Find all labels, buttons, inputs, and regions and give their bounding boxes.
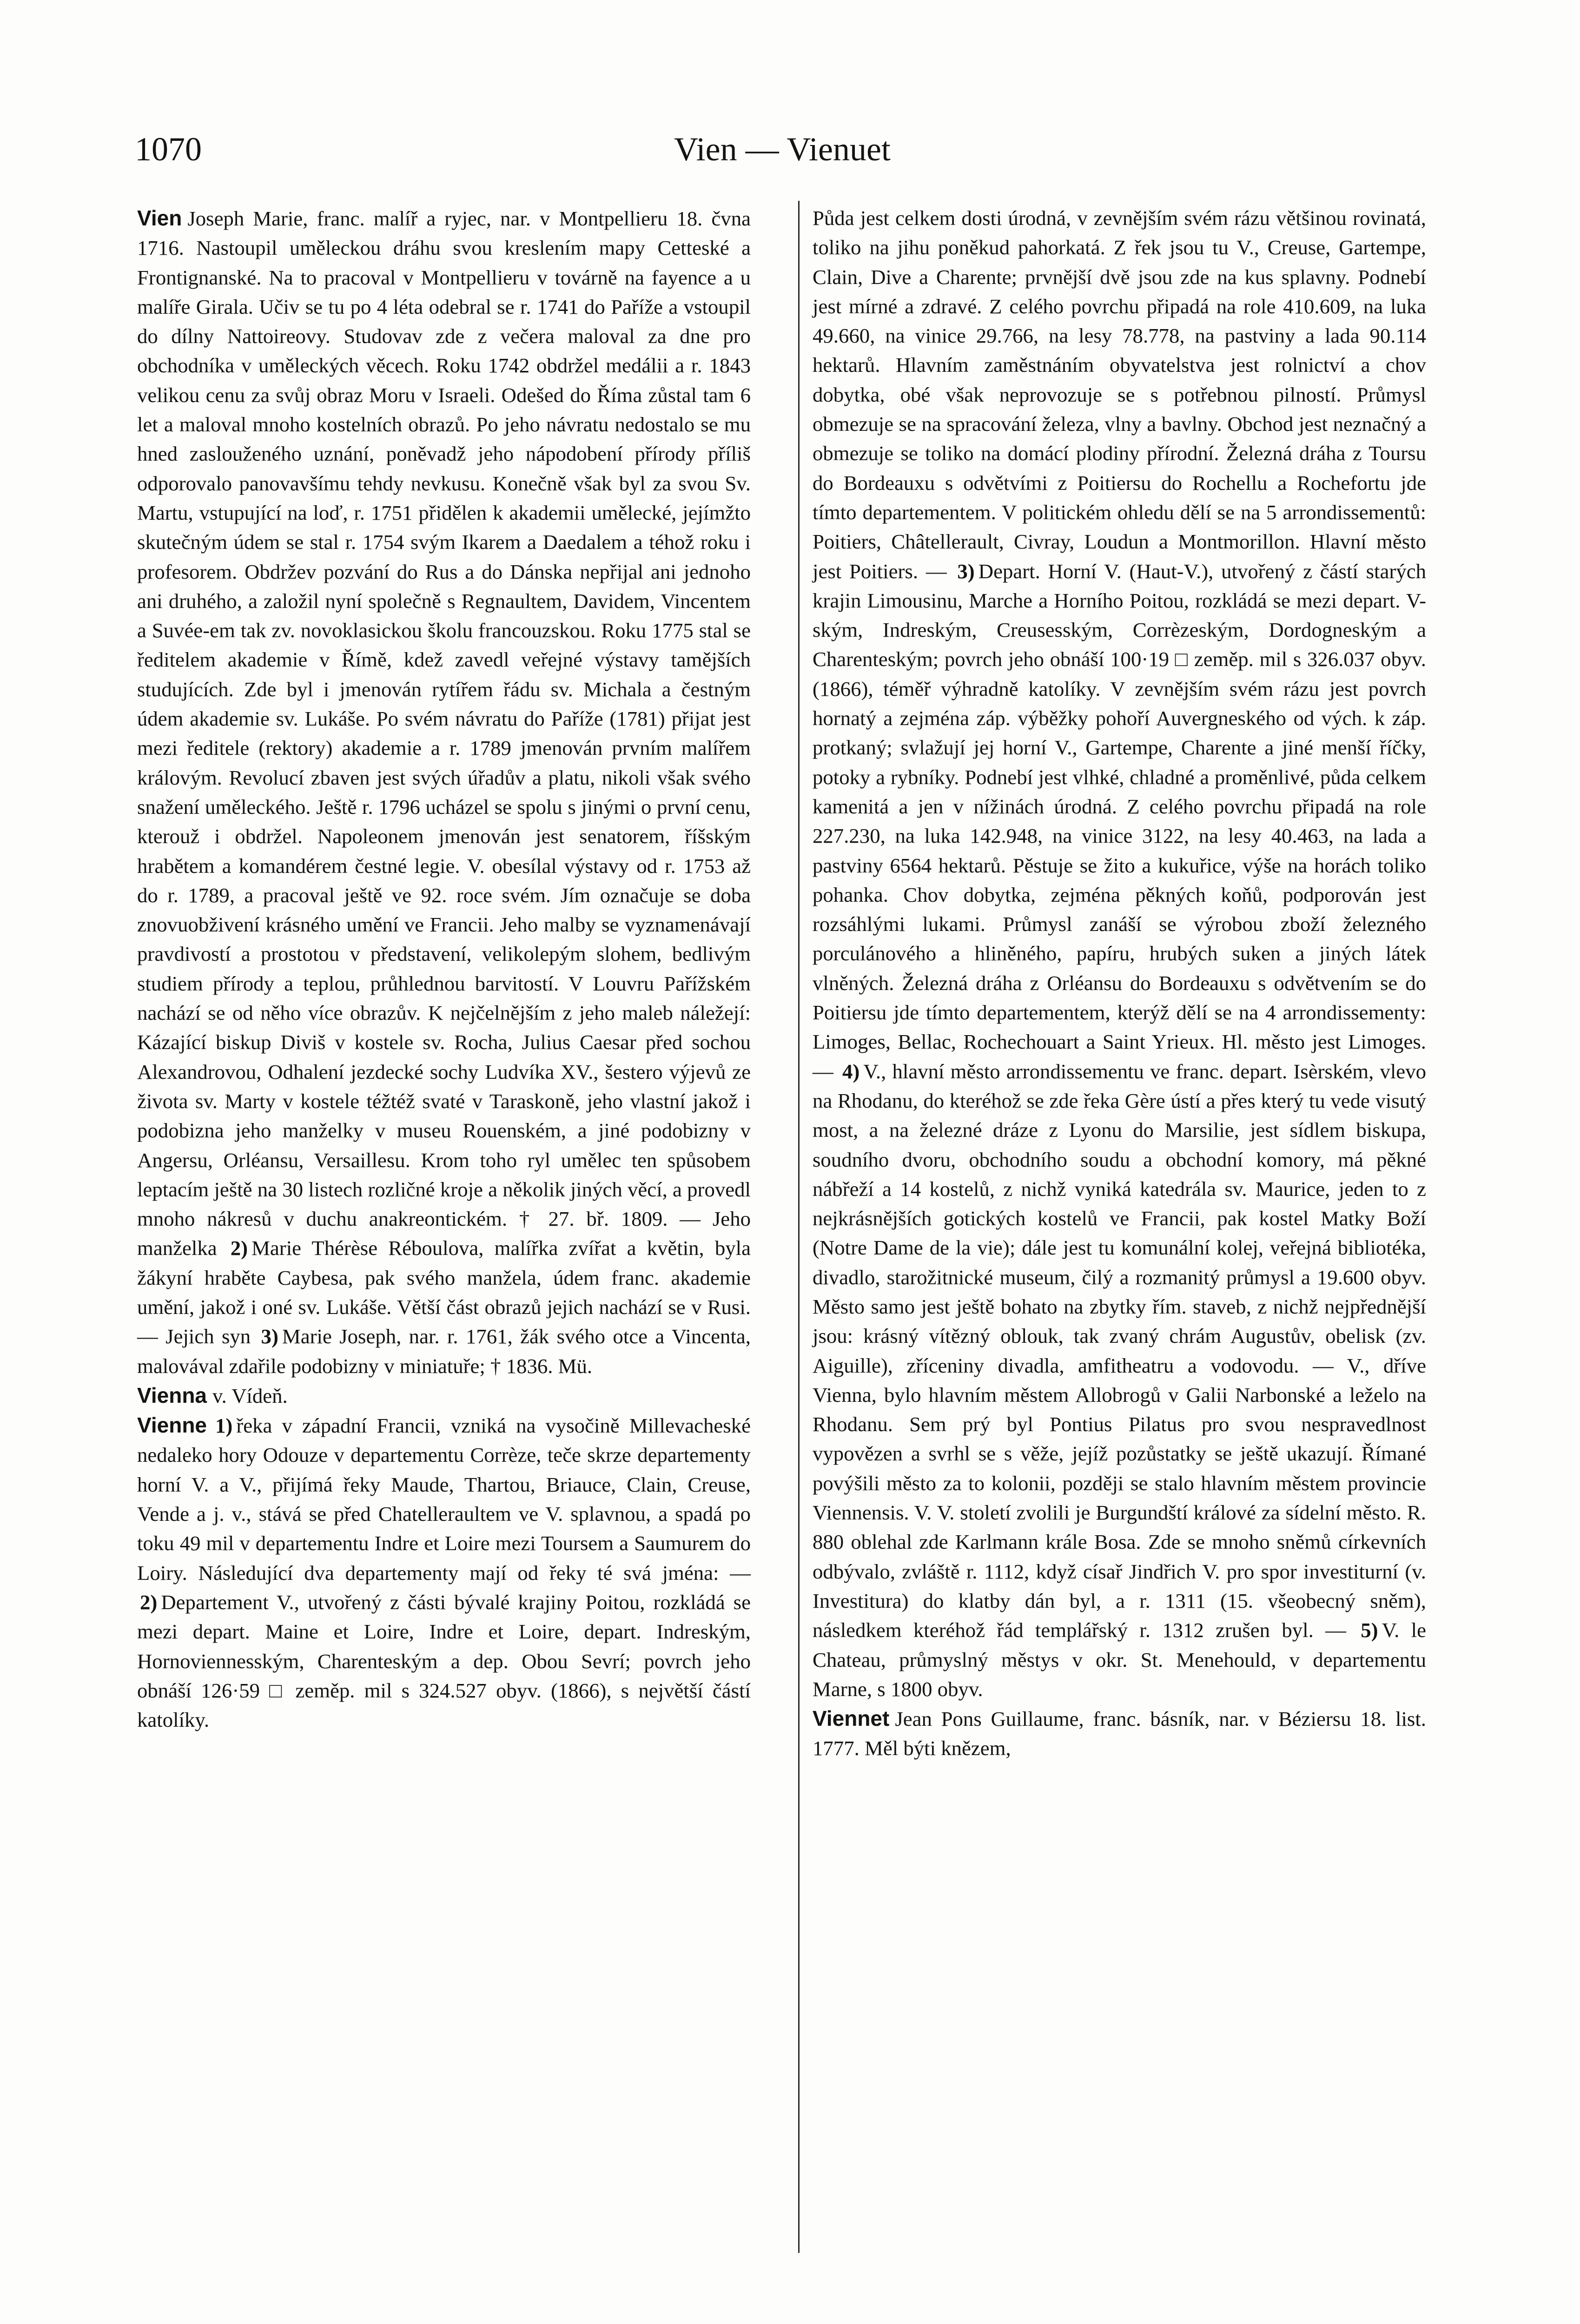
column-divider bbox=[798, 201, 800, 2253]
page-header bbox=[135, 130, 1446, 186]
running-head: Vien — Vienuet bbox=[674, 131, 891, 168]
entry-text: Joseph Marie, franc. malíř a ryjec, nar. v Montpellieru 18. čvna 1716. Nastoupil uměleckou dráhu svou kreslením mapy Cetteské a Frontignanské. Na to pracoval v Montpellieru v továrně na fayence a u malíře Girala. Učiv se tu po 4 léta odebral se r. 1741 do Paříže a vstoupil do dílny Nattoireovy. Studovav zde z večera maloval za dne pro obchodníka v uměleckých věcech. Roku 1742 obdržel medálii a r. 1843 velikou cenu za svůj obraz Moru v Israeli. Odešed do Říma zůstal tam 6 let a maloval mnoho kostelních obrazů. Po jeho návratu nedostalo se mu hned zaslouženého uznání, poněvadž jeho nápodobení přírody příliš odporovalo panovavšímu tehdy nevkusu. Konečně však byl za svou Sv. Martu, vstupující na loď, r. 1751 přidělen k akademii umělecké, jejímžto skutečným údem se stal r. 1754 svým Ikarem a Daedalem a téhož roku i profesorem. Obdržev pozvání do Rus a do Dánska nepřijal ani jednoho ani druhého, a založil nyní společně s Regnaultem, Davidem, Vincentem a Suvée-em tak zv. novoklasickou školu francouzskou. Roku 1775 stal se ředitelem akademie v Římě, kdež zavedl veřejné výstavy tamějších studujících. Zde byl i jmenován rytířem řádu sv. Michala a čestným údem akademie sv. Lukáše. Po svém návratu do Paříže (1781) přijat jest mezi ředitele (rektory) akademie a r. 1789 jmenován prvním malířem královým. Revolucí zbaven jest svých úřadův a platu, nikoli však svého snažení uměleckého. Ještě r. 1796 ucházel se spolu s jinými o první cenu, kterouž i obdržel. Napoleonem jmenován jest senatorem, říšským hrabětem a komandérem čestné legie. V. obesílal výstavy od r. 1753 až do r. 1789, a pracoval ještě ve 92. roce svém. Jím označuje se doba znovuobživení krásného umění ve Francii. Jeho malby se vyznamenávají pravdivostí a prostotou v představení, velikolepým slohem, bedlivým studiem přírody a teplou, průhlednou barvitostí. V Louvru Pařížském nachází se od něho více obrazův. K nejčelnějším z jeho maleb náležejí: Kázající biskup Diviš v kostele sv. Rocha, Julius Caesar před sochou Alexandrovou, Odhalení jezdecké sochy Ludvíka XV., šestero výjevů ze života sv. Marty v kostele téžtéž svaté v Taraskoně, jeho vlastní jakož i podobizna jeho manželky v museu Rouenském, a jiné podobizny v Angersu, Orléansu, Versaillesu. Krom toho ryl umělec ten spůsobem leptacím ještě na 30 listech rozličné kroje a několik jiných věcí, a provedl mnoho nákresů v duchu anakreontickém. † 27. bř. 1809. — Jeho manželka bbox=[137, 207, 751, 1260]
sub-number: 1) bbox=[215, 1414, 233, 1438]
sub-number: 5) bbox=[1361, 1618, 1378, 1642]
page-number: 1070 bbox=[135, 131, 202, 168]
entry-vienne-continued bbox=[813, 204, 1426, 1704]
sub-number: 2) bbox=[230, 1236, 248, 1260]
entry-text: V. le Chateau, průmyslný městys v okr. St. Menehould, v departementu Marne, s 1800 obyv. bbox=[813, 1618, 1426, 1701]
entry-text: Marie Thérèse Réboulova, malířka zvířat a květin, byla žákyní hraběte Caybesa, pak svého manžela, údem franc. akademie umění, jakož i oné sv. Lukáše. Větší část obrazů jejich nachází se v Rusi. — Jejich syn bbox=[137, 1236, 751, 1348]
entry-vienna bbox=[137, 1381, 751, 1411]
right-column bbox=[813, 204, 1426, 1763]
sub-number: 3) bbox=[957, 559, 975, 583]
sub-number: 4) bbox=[842, 1059, 860, 1083]
entry-text: řeka v západní Francii, vzniká na vysočině Millevacheské nedaleko hory Odouze v departementu Corrèze, teče skrze departementy horní V. a V., přijímá řeky Maude, Thartou, Briauce, Clain, Creuse, Vende a j. v., stává se před Chatelleraultem ve V. splavnou, a spadá po toku 49 mil v departementu Indre et Loire mezi Toursem a Saumurem do Loiry. Následující dva departementy mají od řeky té svá jména: — bbox=[137, 1414, 751, 1585]
entry-headword: Vienne bbox=[137, 1413, 207, 1438]
entry-vienuet bbox=[813, 1704, 1426, 1763]
entry-headword: Vien bbox=[137, 206, 182, 230]
entry-text: Depart. Horní V. (Haut-V.), utvořený z částí starých krajin Limousinu, Marche a Horního Poitou, rozkládá se mezi depart. V-ským, Indreským, Creusesským, Corrèzeským, Dordogneským a Charenteským; povrch jeho obnáší 100·19 □ zeměp. mil s 326.037 obyv. (1866), téměř výhradně katolíky. V zevnějším svém rázu jest povrch hornatý a zejména záp. výběžky pohoří Auvergneského od vých. k záp. protkaný; svlažují jej horní V., Gartempe, Charente a jiné menší říčky, potoky a rybníky. Podnebí jest vlhké, chladné a proměnlivé, půda celkem kamenitá a jen v nížinách úrodná. Z celého povrchu připadá na role 227.230, na luka 142.948, na vinice 3122, na lesy 40.463, na lada a pastviny 6564 hektarů. Pěstuje se žito a kukuřice, výše na horách toliko pohanka. Chov dobytka, zejména pěkných koňů, podporován jest rozsáhlými lukami. Průmysl zanáší se výrobou zboží železného porculánového a hliněného, papíru, hrubých suken a jiných látek vlněných. Železná dráha z Orléansu do Bordeauxu s odvětvením se do Poitiersu jde tímto departementem, kterýž dělí se na 4 arrondissementy: Limoges, Bellac, Rochechouart a Saint Yrieux. Hl. město jest Limoges. — bbox=[813, 559, 1426, 1083]
entry-headword: Vienna bbox=[137, 1383, 207, 1407]
entry-text: Půda jest celkem dosti úrodná, v zevnějším svém rázu většinou rovinatá, toliko na jihu poněkud pahorkatá. Z řek jsou tu V., Creuse, Gartempe, Clain, Dive a Charente; prvnější dvě jsou zde na kus splavny. Podnebí jest mírné a zdravé. Z celého povrchu připadá na role 410.609, na luka 49.660, na vinice 29.766, na lesy 78.778, na pastviny a lada 90.114 hektarů. Hlavním zaměstnáním obyvatelstva jest rolnictví a chov dobytka, obé však neprovozuje se s potřebnou pilností. Průmysl obmezuje se na spracování železa, vlny a bavlny. Obchod jest neznačný a obmezuje se toliko na domácí plodiny přírodní. Železná dráha z Toursu do Bordeauxu s odvětvími z Poitiersu do Rochellu a Rochefortu jde tímto departementem. V politickém ohledu dělí se na 5 arrondissementů: Poitiers, Châtellerault, Civray, Loudun a Montmorillon. Hlavní město jest Poitiers. — bbox=[813, 206, 1426, 583]
entry-headword: Viennet bbox=[813, 1706, 890, 1731]
entry-text: Jean Pons Guillaume, franc. básník, nar. v Béziersu 18. list. 1777. Měl býti knězem, bbox=[813, 1707, 1426, 1760]
entry-text: Departement V., utvořený z části bývalé krajiny Poitou, rozkládá se mezi depart. Maine et Loire, Indre et Loire, depart. Indreským, Hornoviennesským, Charenteským a dep. Obou Sevrí; povrch jeho obnáší 126·59 □ zeměp. mil s 324.527 obyv. (1866), s největší částí katolíky. bbox=[137, 1590, 751, 1732]
entry-vienne bbox=[137, 1411, 751, 1735]
sub-number: 2) bbox=[140, 1590, 158, 1614]
entry-text: V., hlavní město arrondissementu ve franc. depart. Isèrském, vlevo na Rhodanu, do kteréhož se zde řeka Gère ústí a přes který tu vede visutý most, a na železné dráze z Lyonu do Marsilie, jest sídlem biskupa, soudního dvoru, obchodního soudu a obchodní komory, má pěkné nábřeží a 14 kostelů, z nichž vyniká katedrála sv. Maurice, jeden to z nejkrásnějších gotických kostelů ve Francii, pak kostel Matky Boží (Notre Dame de la vie); dále jest tu komunální kolej, veřejná bibliotéka, divadlo, starožitnické museum, čilý a rozmanitý průmysl a 19.600 obyv. Město samo jest ještě bohato na zbytky řím. staveb, z nichž nejpřednější jsou: krásný vítězný oblouk, tak zvaný chrám Augustův, obelisk (zv. Aiguille), zříceniny divadla, amfitheatru a vodovodu. — V., dříve Vienna, bylo hlavním městem Allobrogů v Galii Narbonské a leželo na Rhodanu. Sem prý byl Pontius Pilatus pro svou nespravedlnost vypovězen a svrhl se s věže, jejíž pozůstatky se ještě ukazují. Římané povýšili město za to kolonii, později se stalo hlavním městem provincie Viennensis. V. V. století zvolili je Burgundští králové za sídelní město. R. 880 oblehal zde Karlmann krále Bosa. Zde se mnoho sněmů církevních odbývalo, zvláště r. 1112, když císař Jindřich V. pro spor investiturní (v. Investitura) do klatby dán byl, a r. 1311 (15. všeobecný sněm), následkem kteréhož řád templářský r. 1312 zrušen byl. — bbox=[813, 1059, 1426, 1642]
sub-number: 3) bbox=[261, 1325, 278, 1348]
entry-vien bbox=[137, 204, 751, 1381]
entry-text: Marie Joseph, nar. r. 1761, žák svého otce a Vincenta, malovával zdařile podobizny v miniatuře; † 1836. Mü. bbox=[137, 1325, 751, 1378]
entry-text: v. Vídeň. bbox=[212, 1384, 288, 1407]
left-column bbox=[137, 204, 751, 1735]
